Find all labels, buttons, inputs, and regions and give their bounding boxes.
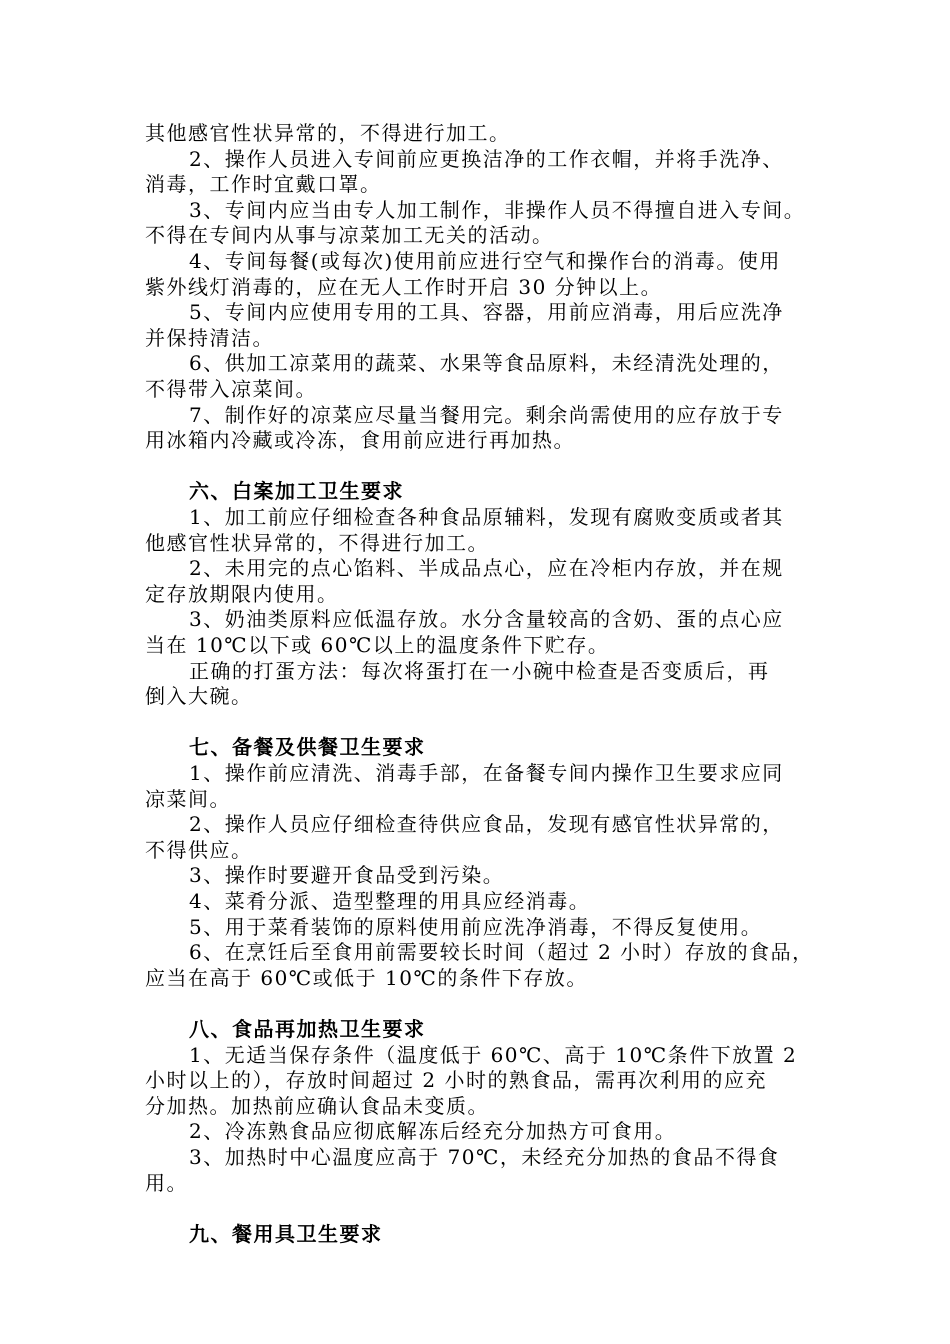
text-line: 1、操作前应清洗、消毒手部，在备餐专间内操作卫生要求应同 <box>189 761 784 785</box>
text-line: 用。 <box>145 1170 188 1195</box>
text-line: 不得供应。 <box>145 837 253 862</box>
text-line: 7、制作好的凉菜应尽量当餐用完。剩余尚需使用的应存放于专 <box>189 402 784 427</box>
text-line: 小时以上的），存放时间超过 2 小时的熟食品，需再次利用的应充 <box>145 1068 767 1093</box>
text-line: 6、在烹饪后至食用前需要较长时间（超过 2 小时）存放的食品， <box>189 940 814 965</box>
text-line: 4、专间每餐(或每次)使用前应进行空气和操作台的消毒。使用 <box>189 249 781 273</box>
text-line: 3、操作时要避开食品受到污染。 <box>189 863 505 888</box>
text-line: 正确的打蛋方法：每次将蛋打在一小碗中检查是否变质后，再 <box>189 658 770 683</box>
text-line: 2、操作人员进入专间前应更换洁净的工作衣帽，并将手洗净、 <box>189 146 784 171</box>
text-line: 6、供加工凉菜用的蔬菜、水果等食品原料，未经清洗处理的， <box>189 351 784 376</box>
text-line: 4、菜肴分派、造型整理的用具应经消毒。 <box>189 889 591 913</box>
text-line: 2、冷冻熟食品应彻底解冻后经充分加热方可食用。 <box>189 1119 677 1144</box>
text-line: 3、奶油类原料应低温存放。水分含量较高的含奶、蛋的点心应 <box>189 607 784 632</box>
text-line: 5、用于菜肴装饰的原料使用前应洗净消毒，不得反复使用。 <box>189 914 763 939</box>
text-line: 定存放期限内使用。 <box>145 581 339 606</box>
text-line: 应当在高于 60℃或低于 10℃的条件下存放。 <box>145 965 588 990</box>
text-line: 3、专间内应当由专人加工制作，非操作人员不得擅自进入专间。 <box>189 197 806 222</box>
text-line: 倒入大碗。 <box>145 684 253 709</box>
text-line: 当在 10℃以下或 60℃以上的温度条件下贮存。 <box>145 633 610 657</box>
section-heading: 八、食品再加热卫生要求 <box>189 1017 426 1041</box>
section-heading: 六、白案加工卫生要求 <box>189 479 404 504</box>
text-line: 2、操作人员应仔细检查待供应食品，发现有感官性状异常的， <box>189 812 784 837</box>
text-line: 不得在专间内从事与凉菜加工无关的活动。 <box>145 223 554 248</box>
text-line: 3、加热时中心温度应高于 70℃，未经充分加热的食品不得食 <box>189 1145 780 1169</box>
text-line: 分加热。加热前应确认食品未变质。 <box>145 1093 489 1118</box>
text-line: 1、加工前应仔细检查各种食品原辅料，发现有腐败变质或者其 <box>189 505 784 529</box>
text-line: 并保持清洁。 <box>145 325 274 350</box>
text-line: 消毒，工作时宜戴口罩。 <box>145 172 382 197</box>
text-line: 1、无适当保存条件（温度低于 60℃、高于 10℃条件下放置 2 <box>189 1042 798 1067</box>
text-line: 5、专间内应使用专用的工具、容器，用前应消毒，用后应洗净 <box>189 300 784 325</box>
text-line: 2、未用完的点心馅料、半成品点心，应在冷柜内存放，并在规 <box>189 556 784 581</box>
section-heading: 九、餐用具卫生要求 <box>189 1221 383 1246</box>
text-line: 用冰箱内冷藏或冷冻，食用前应进行再加热。 <box>145 428 575 453</box>
text-line: 其他感官性状异常的，不得进行加工。 <box>145 121 511 145</box>
text-line: 凉菜间。 <box>145 786 231 811</box>
text-line: 不得带入凉菜间。 <box>145 377 317 401</box>
text-line: 他感官性状异常的，不得进行加工。 <box>145 530 489 555</box>
section-heading: 七、备餐及供餐卫生要求 <box>189 735 426 760</box>
text-line: 紫外线灯消毒的，应在无人工作时开启 30 分钟以上。 <box>145 274 663 299</box>
